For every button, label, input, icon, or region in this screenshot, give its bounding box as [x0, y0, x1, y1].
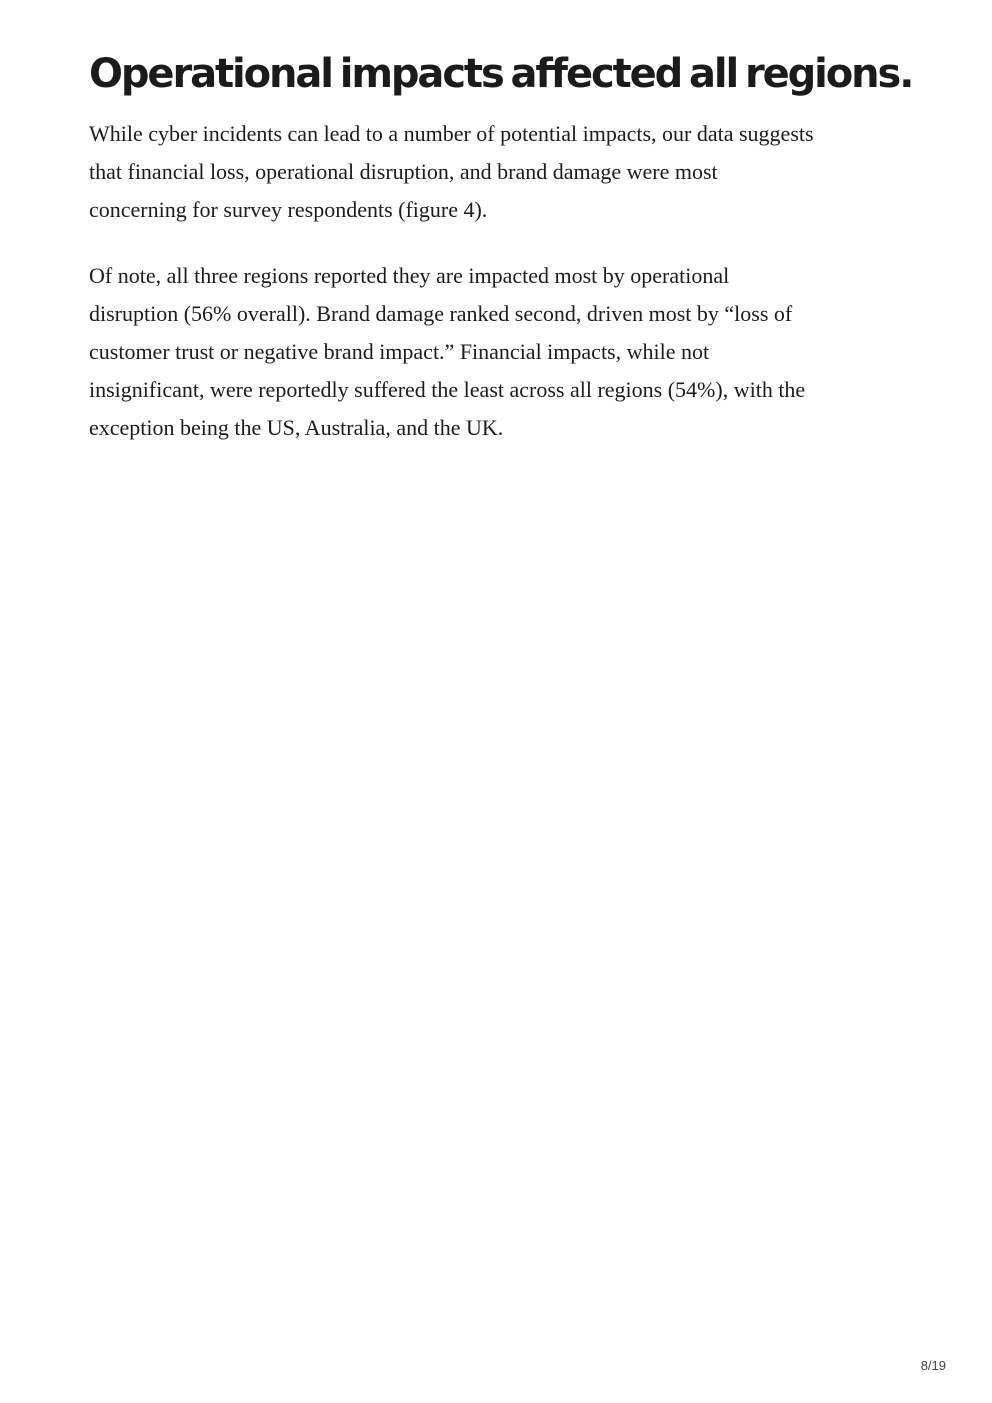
paragraph-line: disruption (56% overall). Brand damage ranked second, driven most by “loss of — [89, 301, 793, 326]
paragraph-line: exception being the US, Australia, and the UK. — [89, 415, 504, 440]
paragraph-line: Of note, all three regions reported they are impacted most by operational — [89, 263, 730, 288]
paragraph-line: customer trust or negative brand impact.” Financial impacts, while not — [89, 339, 710, 364]
page-title: Operational impacts affected all regions. — [89, 51, 913, 97]
paragraph-line: While cyber incidents can lead to a number of potential impacts, our data suggests — [89, 121, 814, 146]
body-paragraph-intro — [89, 115, 909, 229]
body-paragraph-regions — [89, 257, 909, 447]
paragraph-line: insignificant, were reportedly suffered the least across all regions (54%), with the — [89, 377, 806, 402]
paragraph-line: concerning for survey respondents (figure 4). — [89, 197, 488, 222]
paragraph-line: that financial loss, operational disruption, and brand damage were most — [89, 159, 718, 184]
page-number: 8/19 — [920, 1358, 946, 1373]
